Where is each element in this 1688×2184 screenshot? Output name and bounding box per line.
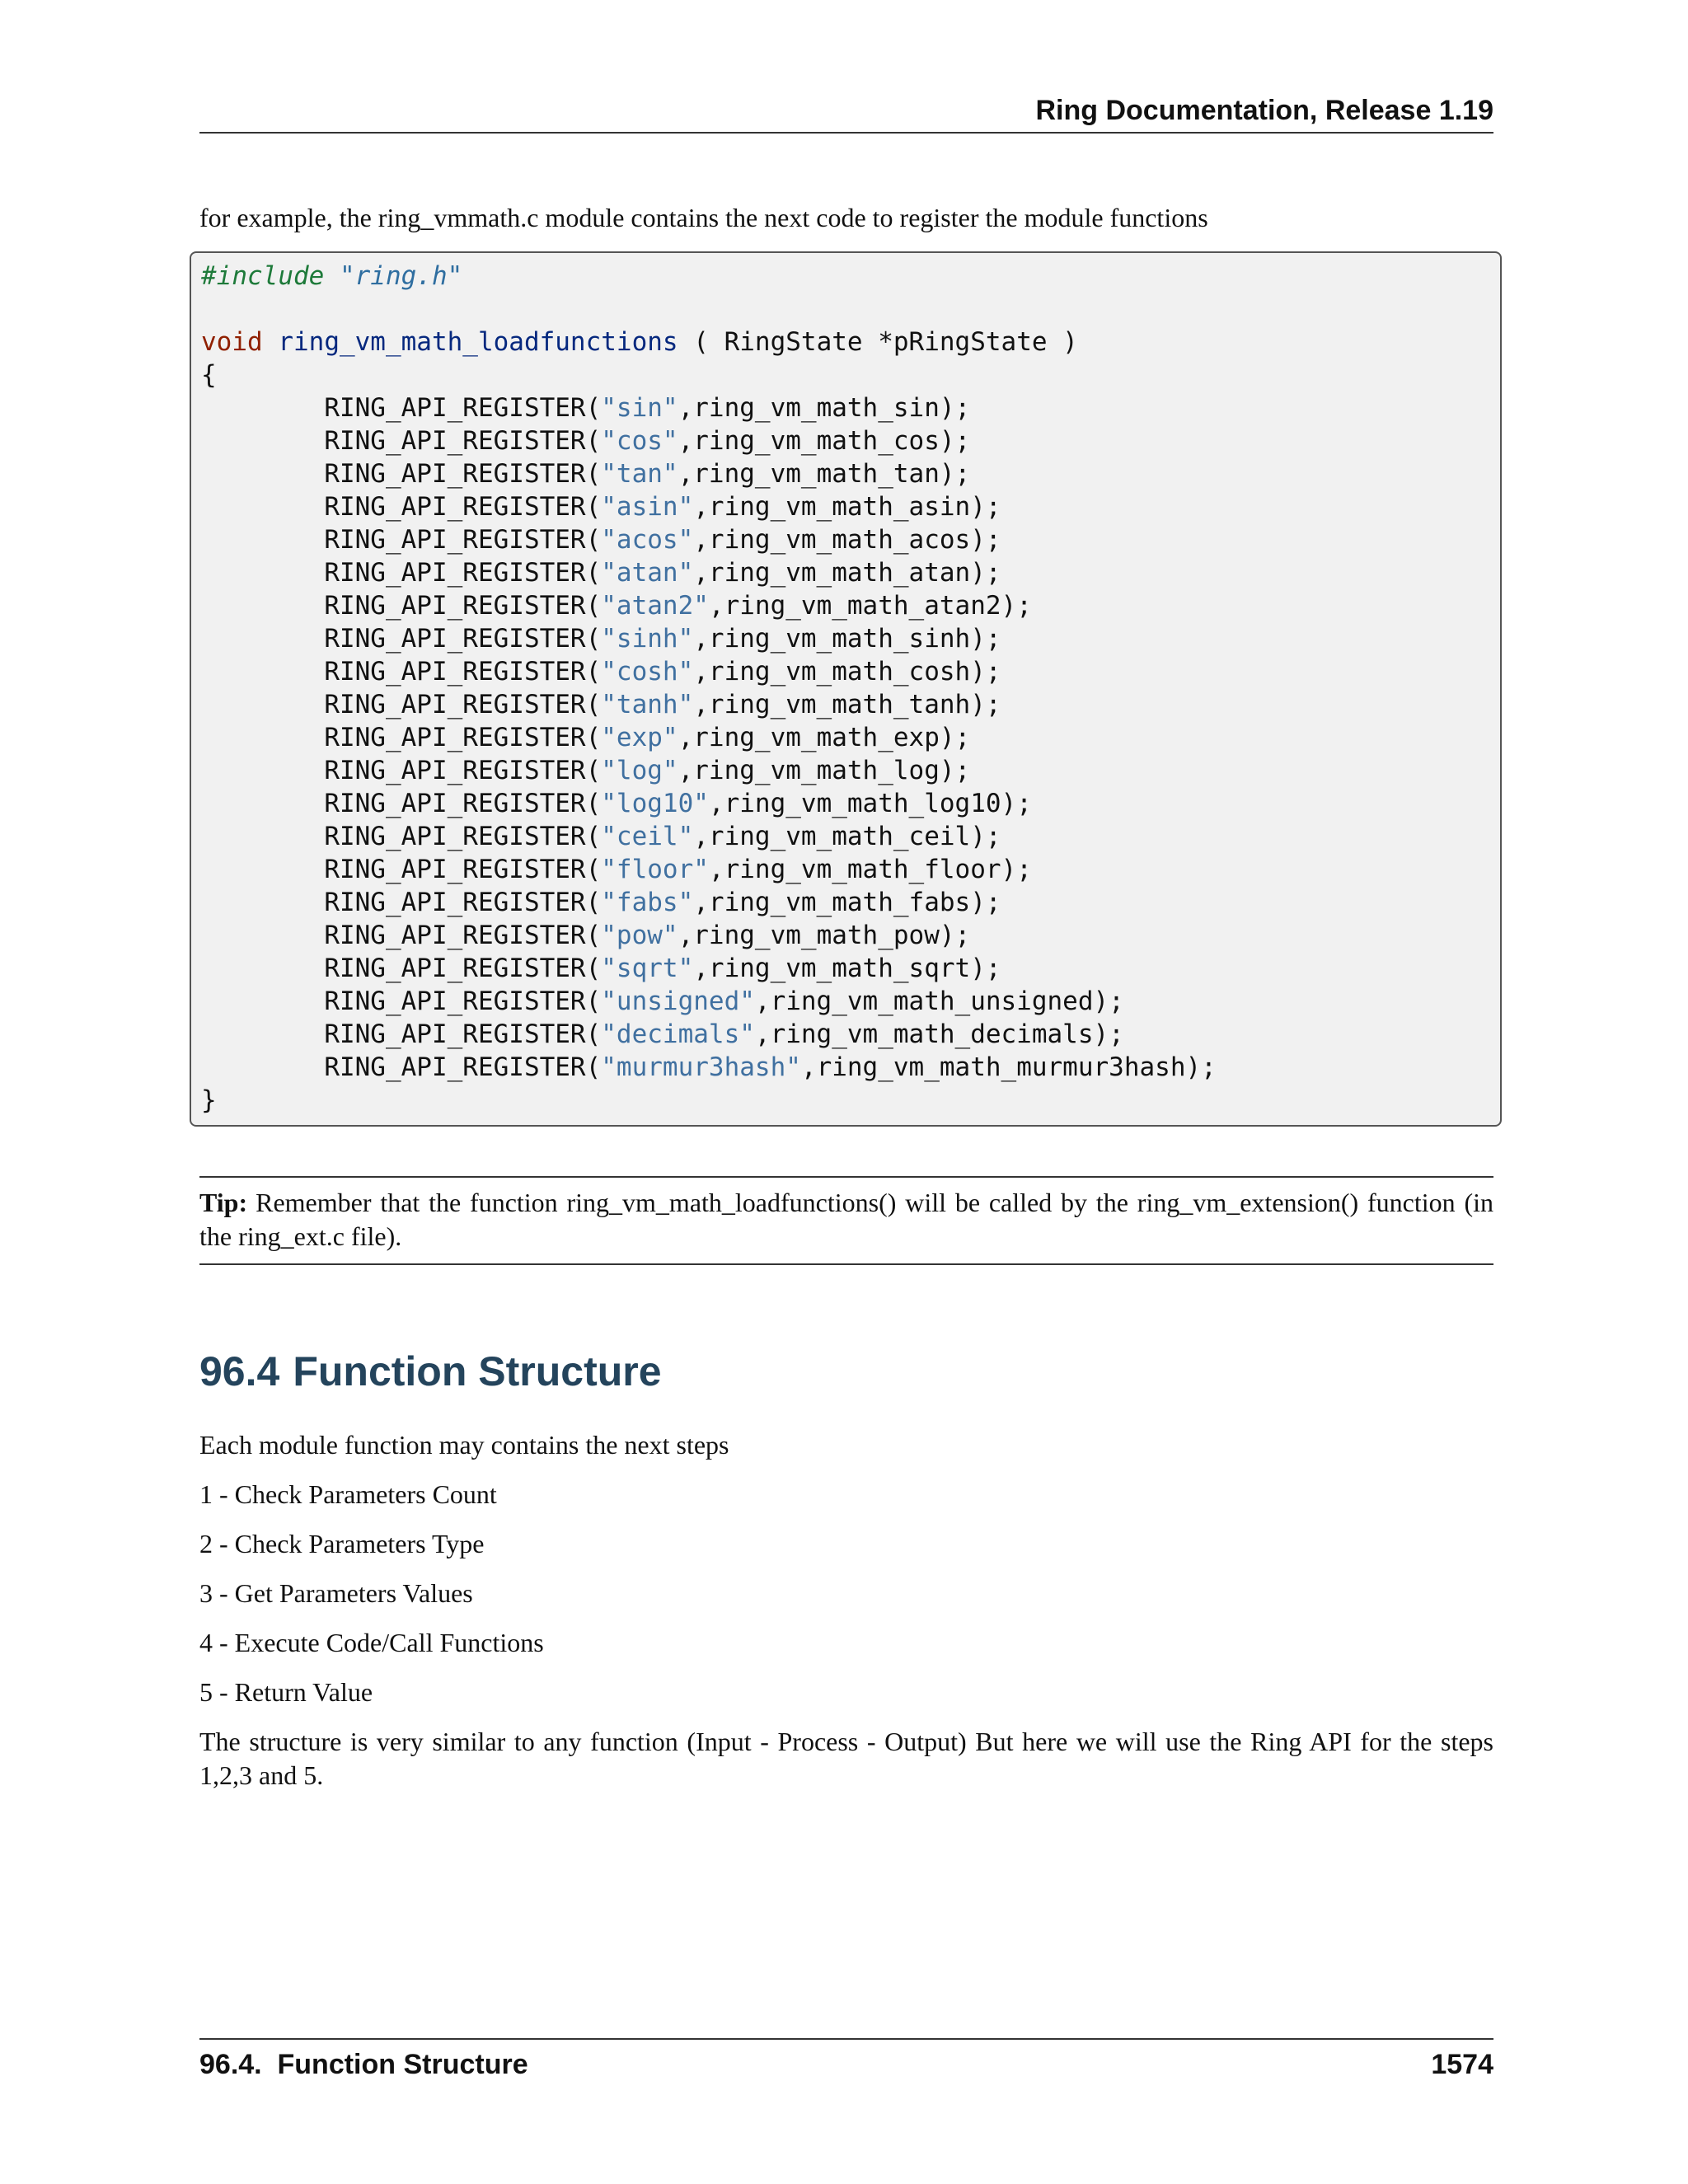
register-macro: RING_API_REGISTER( [324, 921, 602, 950]
register-macro: RING_API_REGISTER( [324, 855, 602, 884]
register-function: ,ring_vm_math_exp); [678, 723, 971, 752]
code-line-register [201, 723, 970, 752]
register-name-string: "atan" [601, 558, 694, 588]
register-macro: RING_API_REGISTER( [324, 558, 602, 588]
intro-paragraph: for example, the ring_vmmath.c module contains the next code to register the module functions [199, 203, 1208, 232]
register-macro: RING_API_REGISTER( [324, 987, 602, 1016]
register-function: ,ring_vm_math_pow); [678, 921, 971, 950]
closing-paragraph: The structure is very similar to any function (Input - Process - Output) But here we will use the Ring API for the steps 1,2,3 and 5. [199, 1727, 1493, 1790]
code-line-register [201, 426, 970, 456]
register-function: ,ring_vm_math_floor); [708, 855, 1032, 884]
register-function: ,ring_vm_math_ceil); [693, 822, 1001, 851]
code-line-register [201, 756, 970, 785]
running-footer [199, 2038, 1493, 2089]
code-line-register [201, 525, 1001, 555]
register-macro: RING_API_REGISTER( [324, 657, 602, 687]
register-macro: RING_API_REGISTER( [324, 954, 602, 983]
register-macro: RING_API_REGISTER( [324, 756, 602, 785]
register-macro: RING_API_REGISTER( [324, 393, 602, 423]
return-type: void [201, 327, 263, 357]
section-number: 96.4 [199, 1348, 280, 1394]
register-name-string: "cosh" [601, 657, 694, 687]
register-function: ,ring_vm_math_acos); [693, 525, 1001, 555]
code-line-register [201, 393, 970, 423]
function-name: ring_vm_math_loadfunctions [278, 327, 678, 357]
register-name-string: "cos" [601, 426, 678, 456]
code-line-register [201, 888, 1001, 917]
code-line-register [201, 1052, 1217, 1082]
register-function: ,ring_vm_math_sqrt); [693, 954, 1001, 983]
register-name-string: "sinh" [601, 624, 694, 654]
register-name-string: "asin" [601, 492, 694, 522]
code-indent [201, 789, 324, 818]
register-function: ,ring_vm_math_decimals); [754, 1019, 1124, 1049]
code-line-signature [201, 327, 1078, 357]
register-function: ,ring_vm_math_atan); [693, 558, 1001, 588]
step-item: 5 - Return Value [199, 1677, 373, 1707]
register-function: ,ring_vm_math_tan); [678, 459, 971, 489]
register-macro: RING_API_REGISTER( [324, 624, 602, 654]
register-macro: RING_API_REGISTER( [324, 690, 602, 719]
code-line-register [201, 1019, 1124, 1049]
tip-paragraph [199, 1186, 1493, 1254]
code-indent [201, 855, 324, 884]
code-line-register [201, 954, 1001, 983]
register-macro: RING_API_REGISTER( [324, 822, 602, 851]
section-title: Function Structure [293, 1348, 662, 1394]
code-indent [201, 492, 324, 522]
code-indent [201, 921, 324, 950]
footer-section: 96.4. Function Structure [199, 2049, 528, 2080]
document-page [199, 0, 1493, 2184]
code-indent [201, 624, 324, 654]
step-item: 4 - Execute Code/Call Functions [199, 1628, 544, 1657]
code-line-register [201, 492, 1001, 522]
register-name-string: "floor" [601, 855, 709, 884]
register-name-string: "atan2" [601, 591, 709, 621]
code-indent [201, 393, 324, 423]
register-macro: RING_API_REGISTER( [324, 789, 602, 818]
code-indent [201, 657, 324, 687]
code-indent [201, 888, 324, 917]
code-line-register [201, 789, 1032, 818]
open-brace: { [201, 360, 217, 390]
code-line-register [201, 921, 970, 950]
register-name-string: "pow" [601, 921, 678, 950]
code-indent [201, 591, 324, 621]
step-item: 1 - Check Parameters Count [199, 1479, 497, 1509]
register-macro: RING_API_REGISTER( [324, 459, 602, 489]
register-macro: RING_API_REGISTER( [324, 1019, 602, 1049]
page-number: 1574 [1431, 2049, 1493, 2080]
register-name-string: "decimals" [601, 1019, 755, 1049]
function-params: ( RingState *pRingState ) [678, 327, 1078, 357]
code-block [190, 251, 1502, 1127]
register-name-string: "log" [601, 756, 678, 785]
register-function: ,ring_vm_math_fabs); [693, 888, 1001, 917]
register-name-string: "acos" [601, 525, 694, 555]
code-line-include [201, 261, 462, 291]
code-indent [201, 426, 324, 456]
register-macro: RING_API_REGISTER( [324, 492, 602, 522]
code-indent [201, 822, 324, 851]
register-name-string: "fabs" [601, 888, 694, 917]
include-file: "ring.h" [339, 261, 463, 291]
register-macro: RING_API_REGISTER( [324, 1052, 602, 1082]
code-line-register [201, 690, 1001, 719]
register-name-string: "murmur3hash" [601, 1052, 801, 1082]
running-header [199, 92, 1493, 134]
register-function: ,ring_vm_math_cos); [678, 426, 971, 456]
register-name-string: "tan" [601, 459, 678, 489]
register-name-string: "unsigned" [601, 987, 755, 1016]
code-indent [201, 558, 324, 588]
code-indent [201, 723, 324, 752]
include-directive: #include [201, 261, 325, 291]
code-line-register [201, 591, 1032, 621]
tip-label: Tip: [199, 1188, 248, 1217]
register-macro: RING_API_REGISTER( [324, 426, 602, 456]
register-name-string: "log10" [601, 789, 709, 818]
register-macro: RING_API_REGISTER( [324, 525, 602, 555]
register-name-string: "sin" [601, 393, 678, 423]
code-line-register [201, 657, 1001, 687]
code-line-register [201, 822, 1001, 851]
register-function: ,ring_vm_math_cosh); [693, 657, 1001, 687]
register-function: ,ring_vm_math_sin); [678, 393, 971, 423]
code-listing [201, 260, 1217, 1117]
document-title: Ring Documentation, Release 1.19 [1035, 95, 1493, 126]
code-indent [201, 1052, 324, 1082]
register-function: ,ring_vm_math_log10); [708, 789, 1032, 818]
lead-paragraph: Each module function may contains the next steps [199, 1430, 729, 1460]
code-line-register [201, 855, 1032, 884]
code-indent [201, 1019, 324, 1049]
step-item: 3 - Get Parameters Values [199, 1578, 473, 1608]
register-macro: RING_API_REGISTER( [324, 723, 602, 752]
tip-box [199, 1176, 1493, 1265]
code-indent [201, 525, 324, 555]
register-function: ,ring_vm_math_sinh); [693, 624, 1001, 654]
register-name-string: "sqrt" [601, 954, 694, 983]
register-function: ,ring_vm_math_log); [678, 756, 971, 785]
register-macro: RING_API_REGISTER( [324, 591, 602, 621]
register-function: ,ring_vm_math_tanh); [693, 690, 1001, 719]
code-indent [201, 756, 324, 785]
tip-text: Remember that the function ring_vm_math_loadfunctions() will be called by the ring_vm_extension() function (in the ring_ext.c file). [199, 1188, 1493, 1251]
register-function: ,ring_vm_math_murmur3hash); [800, 1052, 1217, 1082]
registration-lines [201, 393, 1217, 1082]
code-indent [201, 459, 324, 489]
code-indent [201, 987, 324, 1016]
section-heading [199, 1345, 662, 1398]
register-name-string: "tanh" [601, 690, 694, 719]
register-name-string: "exp" [601, 723, 678, 752]
register-function: ,ring_vm_math_unsigned); [754, 987, 1124, 1016]
code-line-register [201, 624, 1001, 654]
register-function: ,ring_vm_math_asin); [693, 492, 1001, 522]
step-item: 2 - Check Parameters Type [199, 1529, 485, 1558]
code-line-register [201, 558, 1001, 588]
register-macro: RING_API_REGISTER( [324, 888, 602, 917]
code-indent [201, 690, 324, 719]
code-line-register [201, 987, 1124, 1016]
code-indent [201, 954, 324, 983]
close-brace: } [201, 1085, 217, 1115]
register-function: ,ring_vm_math_atan2); [708, 591, 1032, 621]
register-name-string: "ceil" [601, 822, 694, 851]
code-line-register [201, 459, 970, 489]
